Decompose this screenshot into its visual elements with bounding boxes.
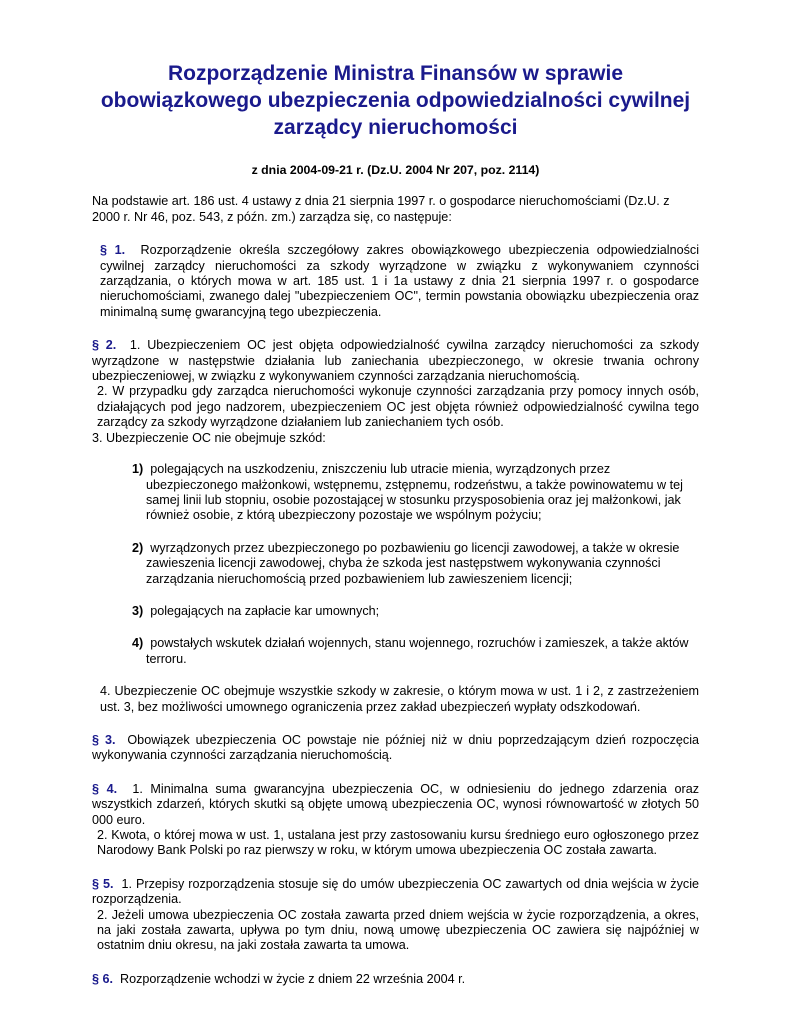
section-3: § 3. Obowiązek ubezpieczenia OC powstaje nie później niż w dniu poprzedzającym dzień rozpoczęcia wykonywania czynności zarządzania nieruchomością. <box>92 732 700 763</box>
section-3-label: § 3. <box>92 732 116 747</box>
preamble: Na podstawie art. 186 ust. 4 ustawy z dnia 21 sierpnia 1997 r. o gospodarce nieruchomościami (Dz.U. z 2000 r. Nr 46, poz. 543, z późn. zm.) zarządza się, co następuje: <box>92 194 670 224</box>
page-title: Rozporządzenie Ministra Finansów w sprawie obowiązkowego ubezpieczenia odpowiedzialności cywilnej zarządcy nieruchomości <box>100 62 691 139</box>
section-2-para-4: 4. Ubezpieczenie OC obejmuje wszystkie szkody w zakresie, o którym mowa w ust. 1 i 2, z zastrzeżeniem ust. 3, bez możliwości umownego ograniczenia przez zakład ubezpieczeń wypłaty odszkodowań. <box>100 684 699 714</box>
section-6-label: § 6. <box>92 971 114 986</box>
section-4-para-2: 2. Kwota, o której mowa w ust. 1, ustalana jest przy zastosowaniu kursu średniego euro ogłoszonego przez Narodowy Bank Polski po raz pierwszy w roku, w którym umowa ubezpieczenia OC została zawarta. <box>97 828 699 858</box>
list-item-2: 2) wyrządzonych przez ubezpieczonego po pozbawieniu go licencji zawodowej, a także w okresie zawieszenia licencji zawodowej, chyba że szkoda jest następstwem wykonywania czynności zarządzania nieruchomością przed pozbawieniem lub zawieszeniem licencji; <box>132 540 680 586</box>
section-4-para-1: § 4. 1. Minimalna suma gwarancyjna ubezpieczenia OC, w odniesieniu do jednego zdarzenia oraz wszystkich zdarzeń, których skutki są objęte umową ubezpieczenia OC, wynosi równowartość w złotych 50 000 euro. <box>92 781 699 827</box>
section-2-label: § 2. <box>92 338 117 353</box>
list-item-4: 4) powstałych wskutek działań wojennych, stanu wojennego, rozruchów i zamieszek, a także aktów terroru. <box>132 636 689 666</box>
section-1 <box>100 243 699 320</box>
section-2-para-3: 3. Ubezpieczenie OC nie obejmuje szkód: <box>92 430 326 445</box>
section-1-label: § 1. <box>100 243 126 258</box>
section-5-label: § 5. <box>92 876 114 891</box>
list-item-1: 1) polegających na uszkodzeniu, zniszczeniu lub utracie mienia, wyrządzonych przez ubezpieczonego małżonkowi, wstępnemu, zstępnemu, rodzeństwu, a także powinowatemu w tej samej linii lub stopniu, osobie pozostającej w stosunku przysposobienia oraz jej małżonkowi, jak również osobie, z którą ubezpieczony pozostaje we wspólnym pożyciu; <box>132 462 683 523</box>
section-4-label: § 4. <box>92 781 118 796</box>
list-item-3: 3) polegających na zapłacie kar umownych; <box>132 603 380 618</box>
section-6: § 6. Rozporządzenie wchodzi w życie z dniem 22 września 2004 r. <box>92 971 466 986</box>
section-1-text: Rozporządzenie określa szczegółowy zakres obowiązkowego ubezpieczenia odpowiedzialności cywilnej zarządcy nieruchomości za szkody wyrządzone w związku z wykonywaniem czynności zarządzania, o których mowa w art. 185 ust. 1 i 1a ustawy z dnia 21 sierpnia 1997 r. o gospodarce nieruchomościami, zwanego dalej "ubezpieczeniem OC", termin powstania obowiązku ubezpieczenia oraz minimalną sumę gwarancyjną tego ubezpieczenia. <box>100 243 699 319</box>
section-2-para-1: § 2. 1. Ubezpieczeniem OC jest objęta odpowiedzialność cywilna zarządcy nieruchomości za szkody wyrządzone w następstwie działania lub zaniechania ubezpieczonego, w okresie trwania ochrony ubezpieczeniowej, w związku z wykonywaniem czynności zarządzania nieruchomością. <box>92 338 700 384</box>
section-5-para-2: 2. Jeżeli umowa ubezpieczenia OC została zawarta przed dniem wejścia w życie rozporządzenia, a okres, na jaki została zawarta, upływa po tym dniu, nową umowę ubezpieczenia OC zawiera się najpóźniej w ostatnim dniu okresu, na jaki została zawarta ta umowa. <box>97 907 699 953</box>
section-5-para-1: § 5. 1. Przepisy rozporządzenia stosuje się do umów ubezpieczenia OC zawartych od dnia wejścia w życie rozporządzenia. <box>92 876 699 907</box>
document-date: z dnia 2004-09-21 r. (Dz.U. 2004 Nr 207, poz. 2114) <box>251 163 540 177</box>
section-2-para-2: 2. W przypadku gdy zarządca nieruchomości wykonuje czynności zarządzania przy pomocy innych osób, działających pod jego nadzorem, ubezpieczeniem OC jest objęta również odpowiedzialność cywilna tego zarządcy za szkody wyrządzone działaniem lub zaniechaniem tych osób. <box>97 384 699 430</box>
